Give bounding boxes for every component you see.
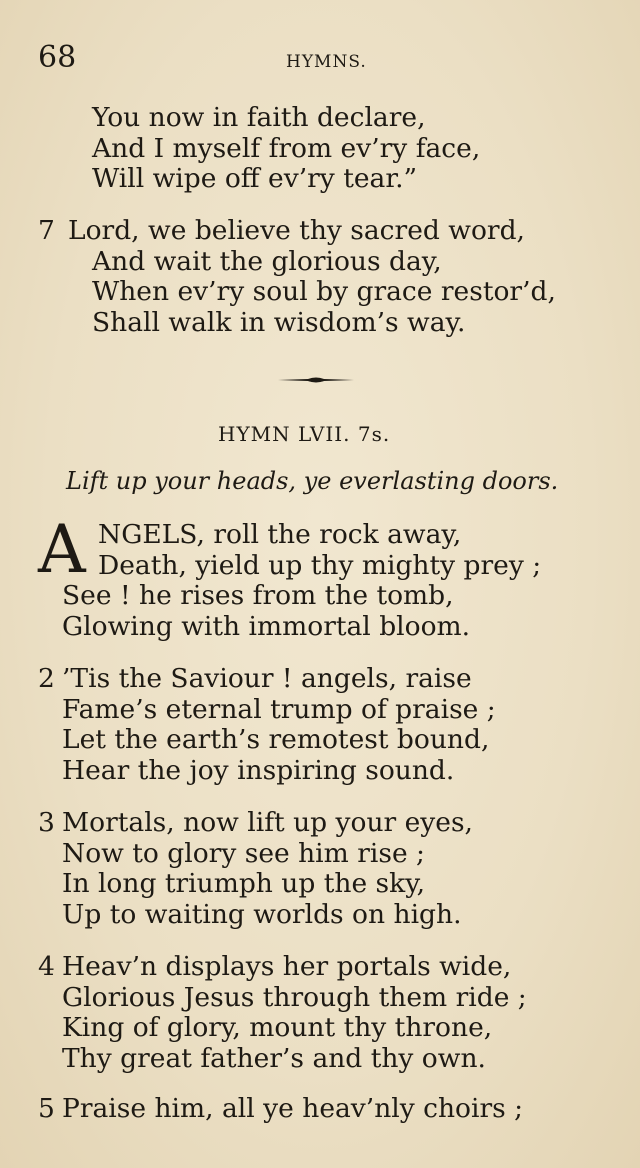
stanza-2 xyxy=(38,664,496,786)
verse-line: Fame’s eternal trump of praise ; xyxy=(62,693,496,725)
verse-line: Thy great father’s and thy own. xyxy=(62,1042,486,1074)
stanza-3 xyxy=(38,808,473,930)
stanza-7 xyxy=(38,216,556,338)
verse-line: And wait the glorious day, xyxy=(92,245,442,277)
verse-line: Up to waiting worlds on high. xyxy=(62,898,462,930)
verse-line: 5 Praise him, all ye heav’nly choirs ; xyxy=(38,1093,524,1124)
verse-line: When ev’ry soul by grace restor’d, xyxy=(92,276,556,307)
stanza-continued xyxy=(38,103,480,195)
verse-line: Now to glory see him rise ; xyxy=(62,837,425,869)
hymn-title: HYMN LVII. 7s. xyxy=(218,422,391,446)
verse-line: Death, yield up thy mighty prey ; xyxy=(98,549,542,581)
stanza-5 xyxy=(38,1094,523,1125)
verse-line: King of glory, mount thy throne, xyxy=(62,1012,493,1043)
verse-line: You now in faith declare, xyxy=(92,102,426,133)
verse-line: 2 ’Tis the Saviour ! angels, raise xyxy=(38,663,472,694)
stanza-1 xyxy=(38,511,542,642)
verse-line: Hear the joy inspiring sound. xyxy=(62,754,455,786)
stanza-4 xyxy=(38,952,527,1074)
verse-line: 7 Lord, we believe thy sacred word, xyxy=(38,215,525,246)
verse-line: NGELS, roll the rock away, xyxy=(98,519,462,550)
verse-line: Glorious Jesus through them ride ; xyxy=(62,981,527,1013)
verse-line: Shall walk in wisdom’s way. xyxy=(92,306,466,338)
verse-line: See ! he rises from the tomb, xyxy=(62,580,454,611)
drop-cap: A xyxy=(38,511,86,588)
verse-line: 3 Mortals, now lift up your eyes, xyxy=(38,807,473,838)
stanza-number: 5 xyxy=(38,1093,55,1124)
verse-line: And I myself from ev’ry face, xyxy=(92,132,481,164)
stanza-number: 2 xyxy=(38,663,55,694)
hymn-epigraph: Lift up your heads, ye everlasting doors. xyxy=(66,467,559,495)
verse-line: Glowing with immortal bloom. xyxy=(62,610,471,642)
page-number: 68 xyxy=(38,40,77,75)
stanza-number: 3 xyxy=(38,807,55,838)
ornamental-divider xyxy=(278,376,354,384)
verse-line: Let the earth’s remotest bound, xyxy=(62,724,490,755)
verse-line: 4 Heav’n displays her portals wide, xyxy=(38,951,512,982)
page-header xyxy=(38,40,598,80)
stanza-number: 7 xyxy=(38,215,55,246)
verse-line: In long triumph up the sky, xyxy=(62,868,426,899)
verse-line: Will wipe off ev’ry tear.” xyxy=(92,163,418,194)
stanza-number: 4 xyxy=(38,951,55,982)
running-head: HYMNS. xyxy=(286,52,367,72)
